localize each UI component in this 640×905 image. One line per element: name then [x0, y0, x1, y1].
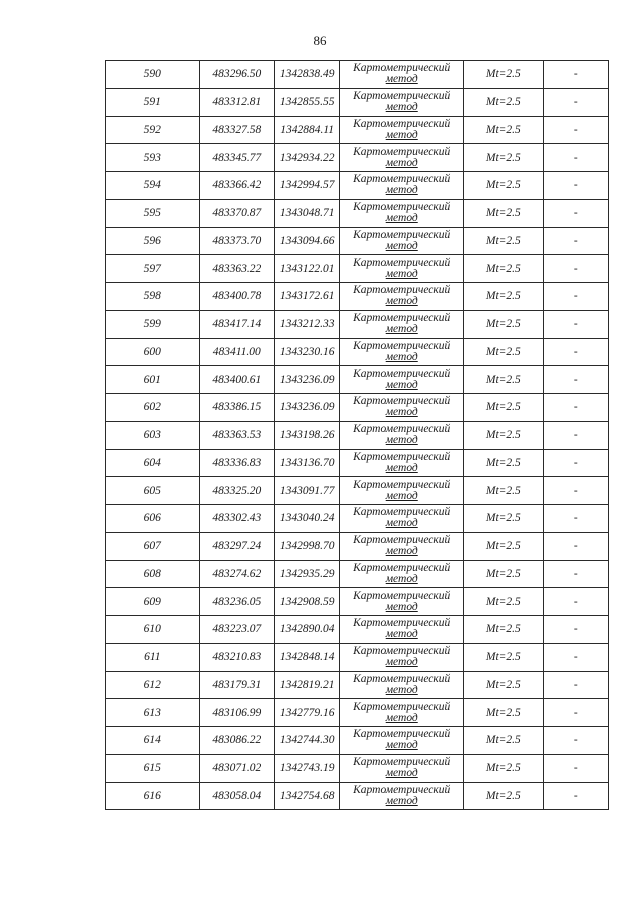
method-label-cont: метод	[385, 434, 418, 447]
x-coordinate-cell: 483210.83	[199, 643, 274, 671]
x-coordinate-cell: 483363.53	[199, 421, 274, 449]
point-number-cell: 615	[106, 754, 200, 782]
table-row	[106, 338, 609, 366]
table-row	[106, 560, 609, 588]
note-cell: -	[543, 310, 608, 338]
note-cell: -	[543, 172, 608, 200]
table-row	[106, 588, 609, 616]
method-label-cont: метод	[385, 239, 418, 252]
point-number-cell: 616	[106, 782, 200, 810]
method-cell	[340, 616, 464, 644]
method-label: Картометрический	[353, 173, 451, 186]
table-row	[106, 477, 609, 505]
x-coordinate-cell: 483417.14	[199, 310, 274, 338]
point-number-cell: 599	[106, 310, 200, 338]
x-coordinate-cell: 483336.83	[199, 449, 274, 477]
method-cell	[340, 560, 464, 588]
y-coordinate-cell: 1343040.24	[274, 505, 339, 533]
note-cell: -	[543, 421, 608, 449]
method-label-cont: метод	[385, 461, 418, 474]
method-cell	[340, 421, 464, 449]
y-coordinate-cell: 1343136.70	[274, 449, 339, 477]
y-coordinate-cell: 1343048.71	[274, 199, 339, 227]
note-cell: -	[543, 116, 608, 144]
method-label: Картометрический	[353, 783, 451, 796]
x-coordinate-cell: 483366.42	[199, 172, 274, 200]
method-label: Картометрический	[353, 312, 451, 325]
note-cell: -	[543, 61, 608, 89]
accuracy-cell: Mt=2.5	[464, 61, 543, 89]
method-label: Картометрический	[353, 478, 451, 491]
x-coordinate-cell: 483312.81	[199, 88, 274, 116]
method-cell	[340, 283, 464, 311]
point-number-cell: 609	[106, 588, 200, 616]
x-coordinate-cell: 483058.04	[199, 782, 274, 810]
method-cell	[340, 449, 464, 477]
y-coordinate-cell: 1343198.26	[274, 421, 339, 449]
point-number-cell: 614	[106, 727, 200, 755]
point-number-cell: 603	[106, 421, 200, 449]
method-label: Картометрический	[353, 339, 451, 352]
x-coordinate-cell: 483297.24	[199, 532, 274, 560]
method-label-cont: метод	[385, 572, 418, 585]
accuracy-cell: Mt=2.5	[464, 144, 543, 172]
table-row	[106, 310, 609, 338]
y-coordinate-cell: 1342994.57	[274, 172, 339, 200]
y-coordinate-cell: 1342890.04	[274, 616, 339, 644]
y-coordinate-cell: 1343091.77	[274, 477, 339, 505]
note-cell: -	[543, 754, 608, 782]
x-coordinate-cell: 483179.31	[199, 671, 274, 699]
method-cell	[340, 782, 464, 810]
method-label-cont: метод	[385, 739, 418, 752]
point-number-cell: 601	[106, 366, 200, 394]
method-label-cont: метод	[385, 323, 418, 336]
x-coordinate-cell: 483071.02	[199, 754, 274, 782]
table-row	[106, 699, 609, 727]
table-row	[106, 754, 609, 782]
note-cell: -	[543, 449, 608, 477]
method-label-cont: метод	[385, 350, 418, 363]
note-cell: -	[543, 532, 608, 560]
accuracy-cell: Mt=2.5	[464, 172, 543, 200]
y-coordinate-cell: 1343172.61	[274, 283, 339, 311]
method-label: Картометрический	[353, 700, 451, 713]
note-cell: -	[543, 338, 608, 366]
method-cell	[340, 477, 464, 505]
method-label-cont: метод	[385, 517, 418, 530]
x-coordinate-cell: 483274.62	[199, 560, 274, 588]
method-cell	[340, 88, 464, 116]
accuracy-cell: Mt=2.5	[464, 310, 543, 338]
y-coordinate-cell: 1343094.66	[274, 227, 339, 255]
note-cell: -	[543, 505, 608, 533]
y-coordinate-cell: 1343236.09	[274, 366, 339, 394]
method-label-cont: метод	[385, 128, 418, 141]
method-cell	[340, 310, 464, 338]
accuracy-cell: Mt=2.5	[464, 227, 543, 255]
accuracy-cell: Mt=2.5	[464, 782, 543, 810]
method-label-cont: метод	[385, 656, 418, 669]
table-row	[106, 394, 609, 422]
y-coordinate-cell: 1342754.68	[274, 782, 339, 810]
method-label-cont: метод	[385, 767, 418, 780]
method-label: Картометрический	[353, 617, 451, 630]
table-row	[106, 532, 609, 560]
table-row	[106, 643, 609, 671]
table-row	[106, 616, 609, 644]
method-label-cont: метод	[385, 295, 418, 308]
method-label: Картометрический	[353, 450, 451, 463]
method-label: Картометрический	[353, 534, 451, 547]
method-label: Картометрический	[353, 367, 451, 380]
x-coordinate-cell: 483327.58	[199, 116, 274, 144]
method-cell	[340, 61, 464, 89]
table-row	[106, 144, 609, 172]
accuracy-cell: Mt=2.5	[464, 366, 543, 394]
point-number-cell: 604	[106, 449, 200, 477]
method-label-cont: метод	[385, 628, 418, 641]
table-row	[106, 782, 609, 810]
method-label: Картометрический	[353, 201, 451, 214]
accuracy-cell: Mt=2.5	[464, 699, 543, 727]
note-cell: -	[543, 699, 608, 727]
method-label: Картометрический	[353, 506, 451, 519]
table-row	[106, 88, 609, 116]
table-row	[106, 61, 609, 89]
accuracy-cell: Mt=2.5	[464, 727, 543, 755]
x-coordinate-cell: 483236.05	[199, 588, 274, 616]
point-number-cell: 606	[106, 505, 200, 533]
point-number-cell: 597	[106, 255, 200, 283]
method-cell	[340, 754, 464, 782]
accuracy-cell: Mt=2.5	[464, 255, 543, 283]
method-label: Картометрический	[353, 90, 451, 103]
point-number-cell: 591	[106, 88, 200, 116]
method-cell	[340, 227, 464, 255]
method-cell	[340, 199, 464, 227]
x-coordinate-cell: 483086.22	[199, 727, 274, 755]
method-label: Картометрический	[353, 728, 451, 741]
x-coordinate-cell: 483386.15	[199, 394, 274, 422]
table-row	[106, 172, 609, 200]
y-coordinate-cell: 1343230.16	[274, 338, 339, 366]
table-row	[106, 227, 609, 255]
accuracy-cell: Mt=2.5	[464, 449, 543, 477]
method-label-cont: метод	[385, 683, 418, 696]
method-label: Картометрический	[353, 256, 451, 269]
coordinates-table	[105, 60, 609, 810]
x-coordinate-cell: 483400.78	[199, 283, 274, 311]
point-number-cell: 592	[106, 116, 200, 144]
method-label: Картометрический	[353, 145, 451, 158]
method-label-cont: метод	[385, 711, 418, 724]
method-label-cont: метод	[385, 378, 418, 391]
method-label: Картометрический	[353, 645, 451, 658]
table-row	[106, 671, 609, 699]
table-row	[106, 505, 609, 533]
note-cell: -	[543, 227, 608, 255]
method-cell	[340, 338, 464, 366]
y-coordinate-cell: 1342779.16	[274, 699, 339, 727]
method-cell	[340, 671, 464, 699]
accuracy-cell: Mt=2.5	[464, 532, 543, 560]
method-label: Картометрический	[353, 561, 451, 574]
method-cell	[340, 643, 464, 671]
method-cell	[340, 394, 464, 422]
accuracy-cell: Mt=2.5	[464, 199, 543, 227]
table-row	[106, 421, 609, 449]
table-row	[106, 449, 609, 477]
accuracy-cell: Mt=2.5	[464, 394, 543, 422]
accuracy-cell: Mt=2.5	[464, 116, 543, 144]
accuracy-cell: Mt=2.5	[464, 754, 543, 782]
x-coordinate-cell: 483345.77	[199, 144, 274, 172]
x-coordinate-cell: 483223.07	[199, 616, 274, 644]
note-cell: -	[543, 283, 608, 311]
note-cell: -	[543, 560, 608, 588]
note-cell: -	[543, 199, 608, 227]
table-row	[106, 255, 609, 283]
method-label-cont: метод	[385, 156, 418, 169]
table-row	[106, 116, 609, 144]
method-cell	[340, 255, 464, 283]
point-number-cell: 612	[106, 671, 200, 699]
method-label: Картометрический	[353, 284, 451, 297]
x-coordinate-cell: 483370.87	[199, 199, 274, 227]
x-coordinate-cell: 483302.43	[199, 505, 274, 533]
x-coordinate-cell: 483411.00	[199, 338, 274, 366]
accuracy-cell: Mt=2.5	[464, 338, 543, 366]
table-row	[106, 283, 609, 311]
y-coordinate-cell: 1343122.01	[274, 255, 339, 283]
y-coordinate-cell: 1342884.11	[274, 116, 339, 144]
y-coordinate-cell: 1342848.14	[274, 643, 339, 671]
point-number-cell: 593	[106, 144, 200, 172]
accuracy-cell: Mt=2.5	[464, 643, 543, 671]
method-cell	[340, 727, 464, 755]
x-coordinate-cell: 483363.22	[199, 255, 274, 283]
y-coordinate-cell: 1342998.70	[274, 532, 339, 560]
point-number-cell: 598	[106, 283, 200, 311]
accuracy-cell: Mt=2.5	[464, 283, 543, 311]
method-label-cont: метод	[385, 545, 418, 558]
point-number-cell: 590	[106, 61, 200, 89]
table-row	[106, 727, 609, 755]
method-label-cont: метод	[385, 101, 418, 114]
y-coordinate-cell: 1342838.49	[274, 61, 339, 89]
note-cell: -	[543, 643, 608, 671]
note-cell: -	[543, 144, 608, 172]
point-number-cell: 596	[106, 227, 200, 255]
accuracy-cell: Mt=2.5	[464, 505, 543, 533]
note-cell: -	[543, 366, 608, 394]
method-label: Картометрический	[353, 62, 451, 75]
method-label: Картометрический	[353, 395, 451, 408]
note-cell: -	[543, 477, 608, 505]
y-coordinate-cell: 1342934.22	[274, 144, 339, 172]
y-coordinate-cell: 1342819.21	[274, 671, 339, 699]
method-cell	[340, 505, 464, 533]
point-number-cell: 610	[106, 616, 200, 644]
accuracy-cell: Mt=2.5	[464, 421, 543, 449]
table-row	[106, 366, 609, 394]
method-label: Картометрический	[353, 423, 451, 436]
note-cell: -	[543, 671, 608, 699]
y-coordinate-cell: 1342743.19	[274, 754, 339, 782]
note-cell: -	[543, 616, 608, 644]
method-label-cont: метод	[385, 600, 418, 613]
point-number-cell: 607	[106, 532, 200, 560]
x-coordinate-cell: 483373.70	[199, 227, 274, 255]
table-row	[106, 199, 609, 227]
method-label-cont: метод	[385, 267, 418, 280]
y-coordinate-cell: 1342908.59	[274, 588, 339, 616]
x-coordinate-cell: 483400.61	[199, 366, 274, 394]
note-cell: -	[543, 782, 608, 810]
point-number-cell: 602	[106, 394, 200, 422]
method-label-cont: метод	[385, 794, 418, 807]
method-label: Картометрический	[353, 228, 451, 241]
method-label: Картометрический	[353, 756, 451, 769]
method-label-cont: метод	[385, 212, 418, 225]
point-number-cell: 605	[106, 477, 200, 505]
method-cell	[340, 116, 464, 144]
method-cell	[340, 172, 464, 200]
note-cell: -	[543, 88, 608, 116]
point-number-cell: 613	[106, 699, 200, 727]
note-cell: -	[543, 394, 608, 422]
method-label-cont: метод	[385, 184, 418, 197]
point-number-cell: 611	[106, 643, 200, 671]
note-cell: -	[543, 727, 608, 755]
point-number-cell: 608	[106, 560, 200, 588]
accuracy-cell: Mt=2.5	[464, 477, 543, 505]
point-number-cell: 600	[106, 338, 200, 366]
point-number-cell: 594	[106, 172, 200, 200]
y-coordinate-cell: 1342744.30	[274, 727, 339, 755]
method-label-cont: метод	[385, 406, 418, 419]
accuracy-cell: Mt=2.5	[464, 588, 543, 616]
method-label: Картометрический	[353, 589, 451, 602]
accuracy-cell: Mt=2.5	[464, 616, 543, 644]
page-number: 86	[313, 33, 327, 48]
table-body	[106, 61, 609, 810]
method-cell	[340, 588, 464, 616]
y-coordinate-cell: 1343236.09	[274, 394, 339, 422]
accuracy-cell: Mt=2.5	[464, 88, 543, 116]
method-cell	[340, 366, 464, 394]
accuracy-cell: Mt=2.5	[464, 560, 543, 588]
y-coordinate-cell: 1342935.29	[274, 560, 339, 588]
method-label: Картометрический	[353, 672, 451, 685]
x-coordinate-cell: 483106.99	[199, 699, 274, 727]
x-coordinate-cell: 483325.20	[199, 477, 274, 505]
y-coordinate-cell: 1342855.55	[274, 88, 339, 116]
method-cell	[340, 532, 464, 560]
method-label-cont: метод	[385, 73, 418, 86]
method-label: Картометрический	[353, 117, 451, 130]
y-coordinate-cell: 1343212.33	[274, 310, 339, 338]
point-number-cell: 595	[106, 199, 200, 227]
note-cell: -	[543, 255, 608, 283]
method-cell	[340, 699, 464, 727]
x-coordinate-cell: 483296.50	[199, 61, 274, 89]
method-label-cont: метод	[385, 489, 418, 502]
note-cell: -	[543, 588, 608, 616]
accuracy-cell: Mt=2.5	[464, 671, 543, 699]
method-cell	[340, 144, 464, 172]
